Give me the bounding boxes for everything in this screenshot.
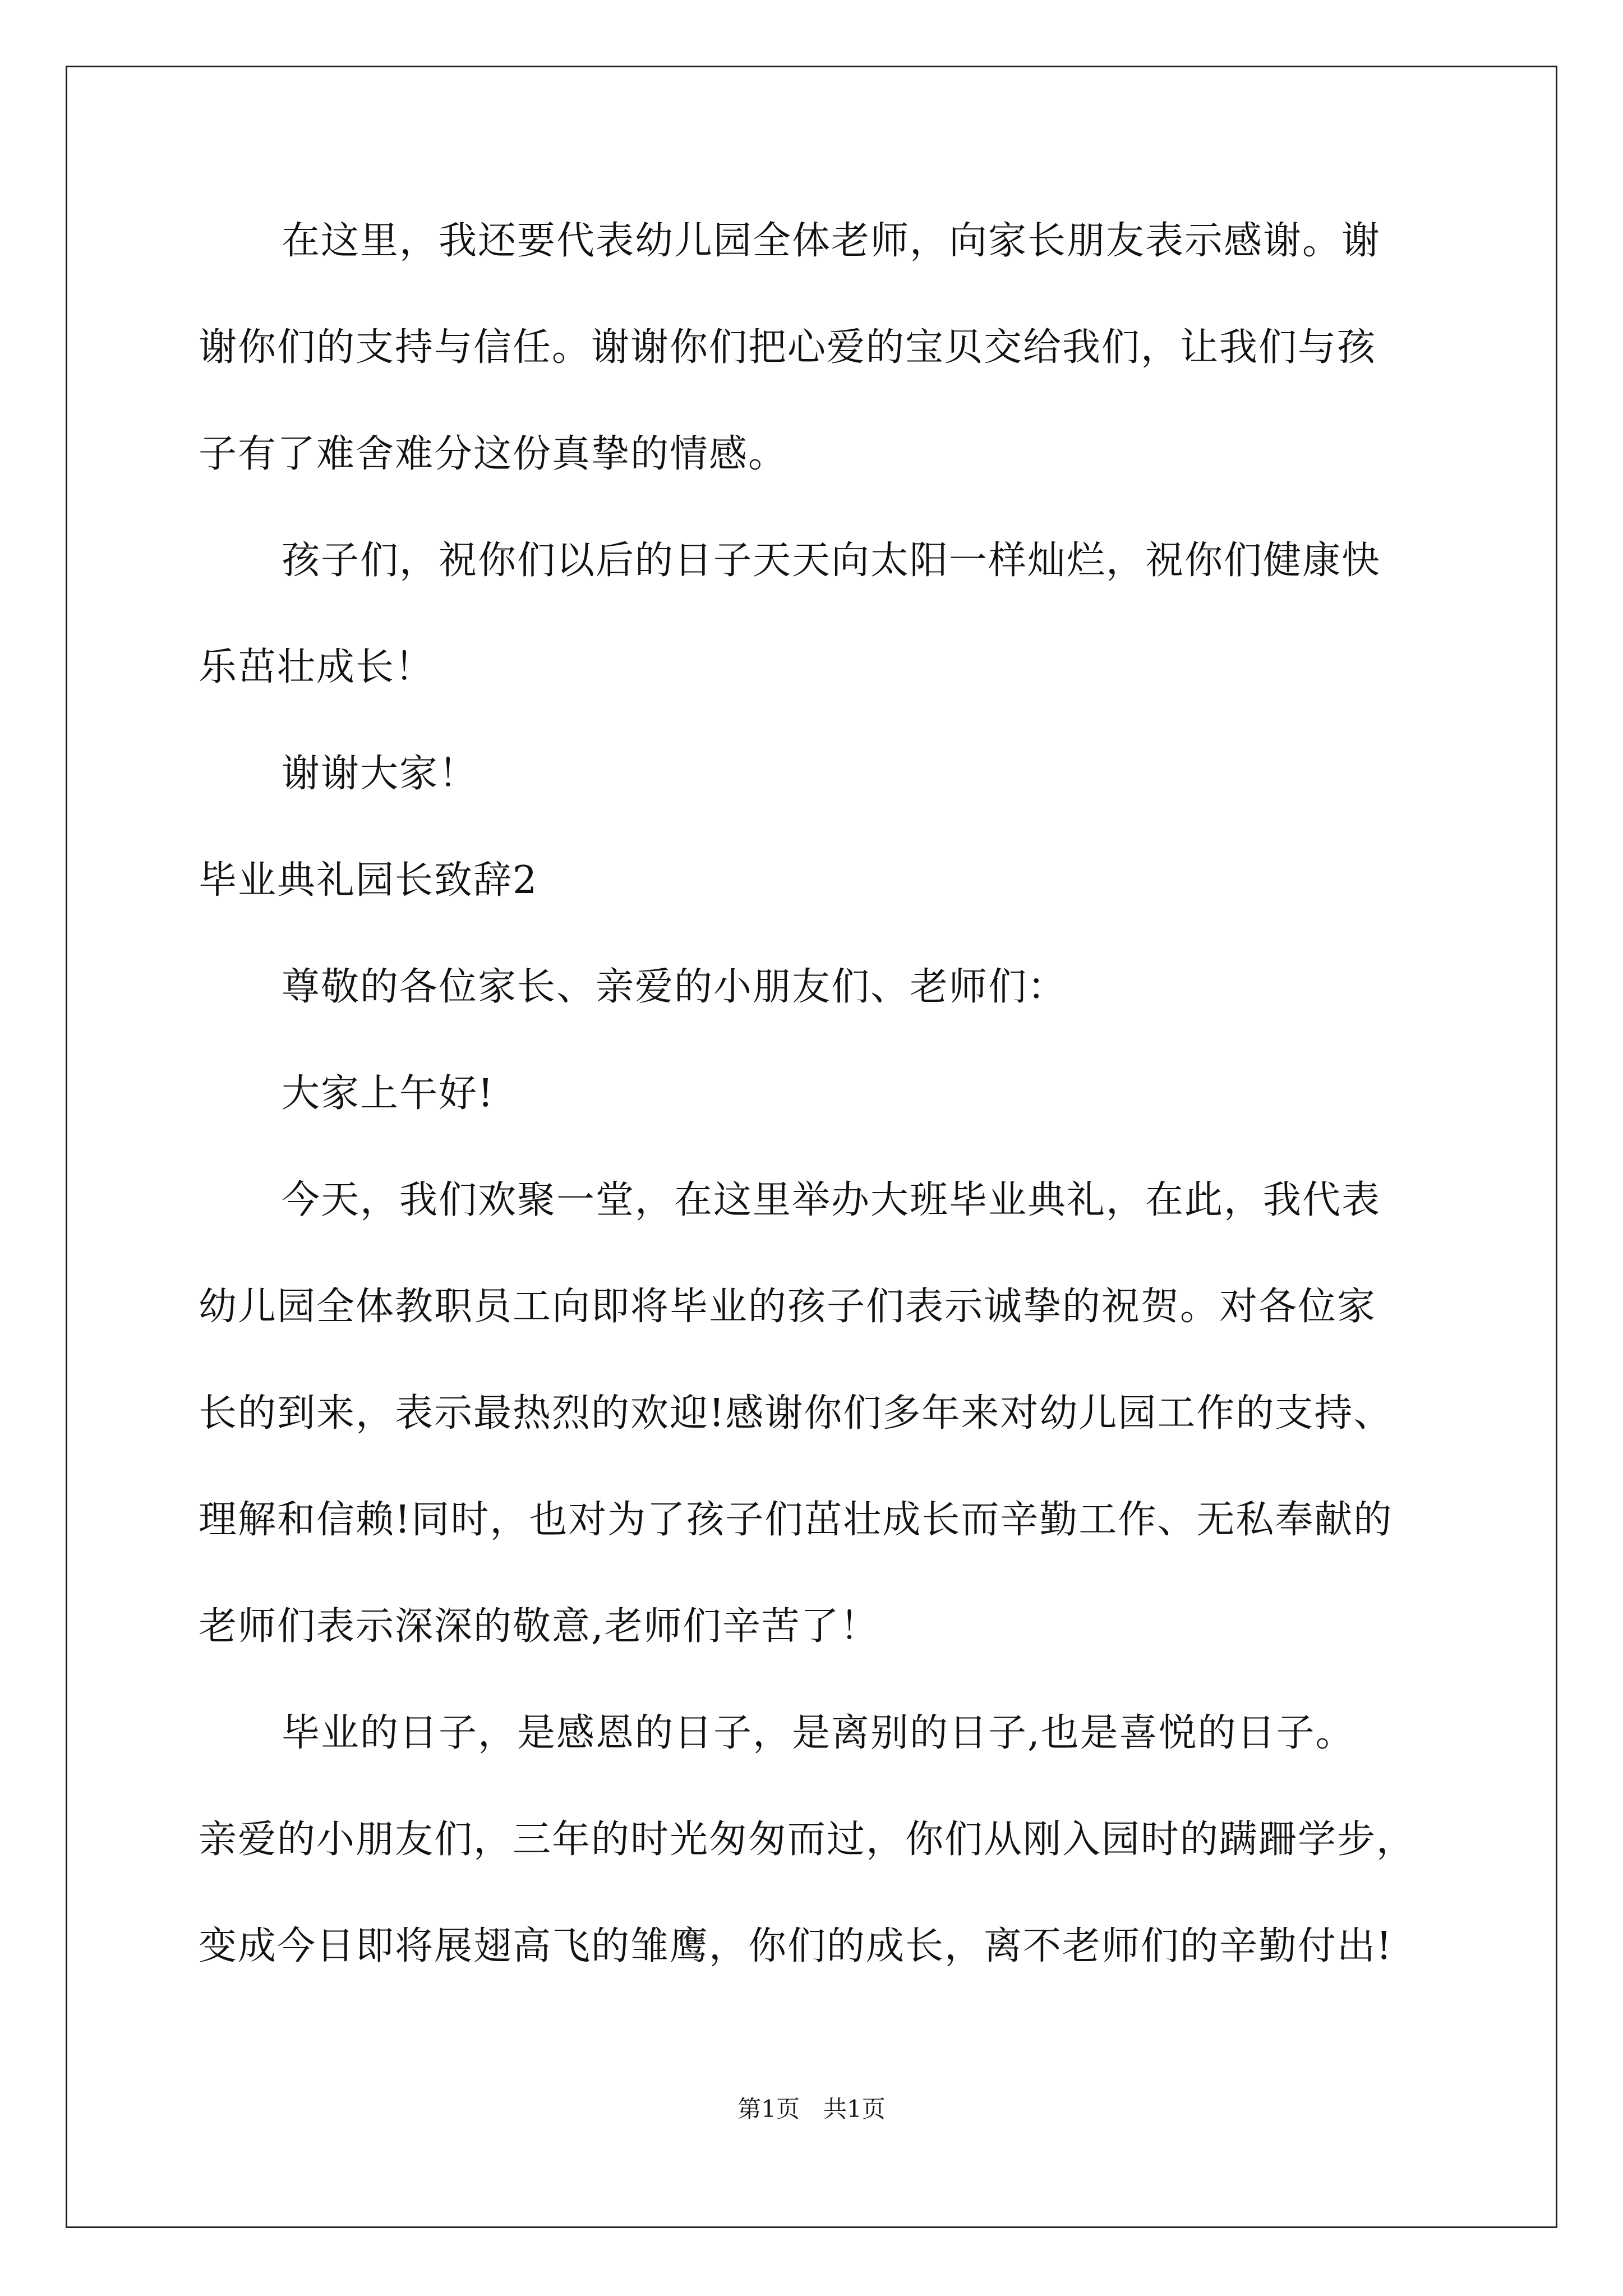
paragraph-line: 乐茁壮成长！ [199, 645, 435, 689]
paragraph-line: 子有了难舍难分这份真挚的情感。 [199, 432, 788, 476]
paragraph-line: 老师们表示深深的敬意,老师们辛苦了！ [199, 1604, 879, 1649]
paragraph-line: 大家上午好! [282, 1071, 495, 1116]
paragraph-line: 谢你们的支持与信任。谢谢你们把心爱的宝贝交给我们，让我们与孩 [199, 325, 1377, 370]
paragraph-line: 幼儿园全体教职员工向即将毕业的孩子们表示诚挚的祝贺。对各位家 [199, 1285, 1377, 1329]
paragraph-line: 变成今日即将展翅高飞的雏鹰，你们的成长，离不老师们的辛勤付出! [199, 1924, 1393, 1968]
paragraph-line: 尊敬的各位家长、亲爱的小朋友们、老师们： [282, 965, 1067, 1009]
paragraph-line: 谢谢大家！ [282, 752, 478, 796]
page-footer: 第1页 共1页 [737, 2095, 886, 2123]
paragraph-line: 孩子们，祝你们以后的日子天天向太阳一样灿烂，祝你们健康快 [282, 539, 1381, 583]
paragraph-line: 长的到来，表示最热烈的欢迎!感谢你们多年来对幼儿园工作的支持、 [199, 1391, 1393, 1435]
section-heading: 毕业典礼园长致辞2 [199, 858, 538, 903]
paragraph-line: 今天，我们欢聚一堂，在这里举办大班毕业典礼，在此，我代表 [282, 1178, 1381, 1222]
paragraph-line: 在这里，我还要代表幼儿园全体老师，向家长朋友表示感谢。谢 [282, 219, 1381, 263]
paragraph-line: 毕业的日子，是感恩的日子，是离别的日子,也是喜悦的日子。 [282, 1711, 1355, 1755]
paragraph-line: 理解和信赖!同时，也对为了孩子们茁壮成长而辛勤工作、无私奉献的 [199, 1498, 1393, 1542]
paragraph-line: 亲爱的小朋友们，三年的时光匆匆而过，你们从刚入园时的蹒跚学步， [199, 1818, 1416, 1862]
page-border [66, 66, 1557, 2228]
